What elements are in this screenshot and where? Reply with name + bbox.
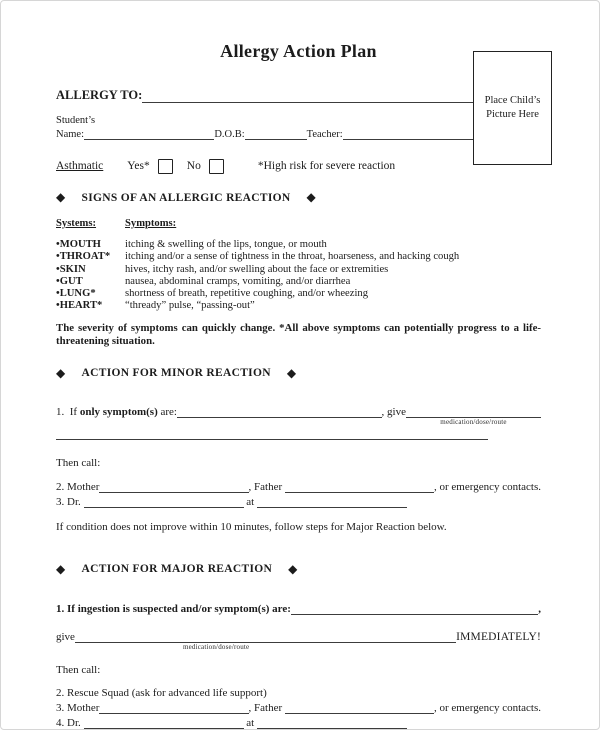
minor-step1-suffix: are: [157,405,177,418]
systems-symptoms-table [56,218,541,313]
system-symptoms: nausea, abdominal cramps, vomiting, and/or diarrhea [125,275,351,287]
system-name: •HEART* [56,300,103,312]
major-step1-label: 1. If ingestion is suspected and/or symptom(s) are: [56,602,291,615]
system-symptoms: itching & swelling of the lips, tongue, or mouth [125,239,327,250]
asthmatic-no-label: No [186,160,201,172]
medication-dose-route-note: medication/dose/route [440,417,507,426]
major-father-label: , Father [248,701,285,714]
student-name-field[interactable] [84,127,214,140]
allergy-to-row [56,88,473,103]
severity-warning [56,322,541,349]
system-name: •LUNG* [56,288,96,300]
major-at-label: at [243,716,257,729]
allergy-to-field[interactable] [142,90,473,103]
major-doctor-row [56,716,541,729]
diamond-icon: ◆ [288,561,298,576]
major-step1-comma: , [538,602,541,615]
major-step1-row [56,602,541,615]
minor-doctor-row [56,495,541,508]
system-name: •MOUTH [56,239,101,250]
major-emergency-label: , or emergency contacts. [434,701,542,714]
minor-then-call-label: Then call: [56,456,101,469]
system-symptoms: itching and/or a sense of tightness in the throat, hoarseness, and hacking cough [125,251,460,263]
minor-dr-field[interactable] [84,495,244,508]
severity-warning-line1: The severity of symptoms can quickly change. *All above symptoms can potentially progress to a life- [56,321,541,334]
minor-emergency-label: , or emergency contacts. [434,480,542,493]
asthmatic-row [56,159,541,173]
minor-step1-prefix: 1. If [56,405,80,418]
minor-medication-field[interactable] [406,405,541,426]
minor-continuation-field[interactable] [56,439,488,440]
major-medication-field[interactable] [75,630,456,651]
major-give-label: give [56,630,75,643]
minor-give-label: , give [381,405,406,418]
students-label: Student’s [56,115,96,126]
minor-dr-phone-field[interactable] [257,495,407,508]
teacher-label: Teacher: [306,129,343,140]
minor-mother-field[interactable] [99,480,248,493]
minor-heading-text: ACTION FOR MINOR REACTION [81,367,271,380]
minor-step1-bold: only symptom(s) [79,405,158,418]
minor-reaction-heading [56,366,541,381]
system-symptoms: shortness of breath, repetitive coughing, and/or wheezing [125,288,368,300]
diamond-icon: ◆ [56,561,66,576]
diamond-icon: ◆ [286,365,297,380]
symptoms-column-header: Symptoms: [125,218,177,229]
diamond-icon: ◆ [56,190,66,204]
major-give-row [56,630,541,651]
asthmatic-yes-checkbox[interactable] [158,159,173,174]
dob-label: D.O.B: [214,129,245,140]
system-name: •THROAT* [56,251,111,263]
major-heading-text: ACTION FOR MAJOR REACTION [81,563,273,576]
system-symptoms: “thready” pulse, “passing-out” [125,300,255,312]
name-label: Name: [56,129,84,140]
picture-placeholder-text: Place Child’s Picture Here [484,95,541,120]
system-name: •SKIN [56,263,86,275]
rescue-squad-label: 2. Rescue Squad (ask for advanced life support) [56,686,267,699]
system-name: •GUT [56,275,83,287]
asthmatic-no-checkbox[interactable] [209,159,224,174]
major-mother-field[interactable] [99,701,248,714]
diamond-icon: ◆ [56,365,66,380]
minor-parents-row [56,480,541,493]
major-dr-phone-field[interactable] [257,716,407,729]
condition-note: If condition does not improve within 10 minutes, follow steps for Major Reaction below. [56,520,447,533]
dob-field[interactable] [245,127,307,140]
allergy-to-label: ALLERGY TO: [56,88,143,102]
major-mother-label: 3. Mother [56,701,100,714]
minor-dr-label: 3. Dr. [56,495,84,508]
major-father-field[interactable] [285,701,434,714]
systems-column-header: Systems: [56,218,97,229]
major-then-call-label: Then call: [56,663,101,676]
major-dr-label: 4. Dr. [56,716,84,729]
minor-father-label: , Father [248,480,285,493]
immediately-label: IMMEDIATELY! [456,630,541,643]
minor-symptoms-field[interactable] [177,405,382,418]
major-reaction-heading [56,562,541,577]
signs-heading-text: SIGNS OF AN ALLERGIC REACTION [81,191,291,204]
asthmatic-yes-label: Yes* [127,160,150,172]
page-title: Allergy Action Plan [220,41,377,61]
asthmatic-label: Asthmatic [56,160,104,172]
minor-at-label: at [243,495,257,508]
high-risk-note: *High risk for severe reaction [257,160,396,172]
major-symptoms-field[interactable] [291,602,538,615]
minor-mother-label: 2. Mother [56,480,100,493]
signs-section-heading [56,190,541,205]
minor-father-field[interactable] [285,480,434,493]
system-symptoms: hives, itchy rash, and/or swelling about the face or extremities [125,263,389,275]
teacher-field[interactable] [343,127,473,140]
name-dob-teacher-row [56,127,473,140]
medication-dose-route-note: medication/dose/route [182,642,250,651]
major-parents-row [56,701,541,714]
diamond-icon: ◆ [306,190,316,204]
severity-warning-line2: threatening situation. [56,335,155,348]
major-dr-field[interactable] [84,716,244,729]
minor-step1-row [56,405,541,426]
